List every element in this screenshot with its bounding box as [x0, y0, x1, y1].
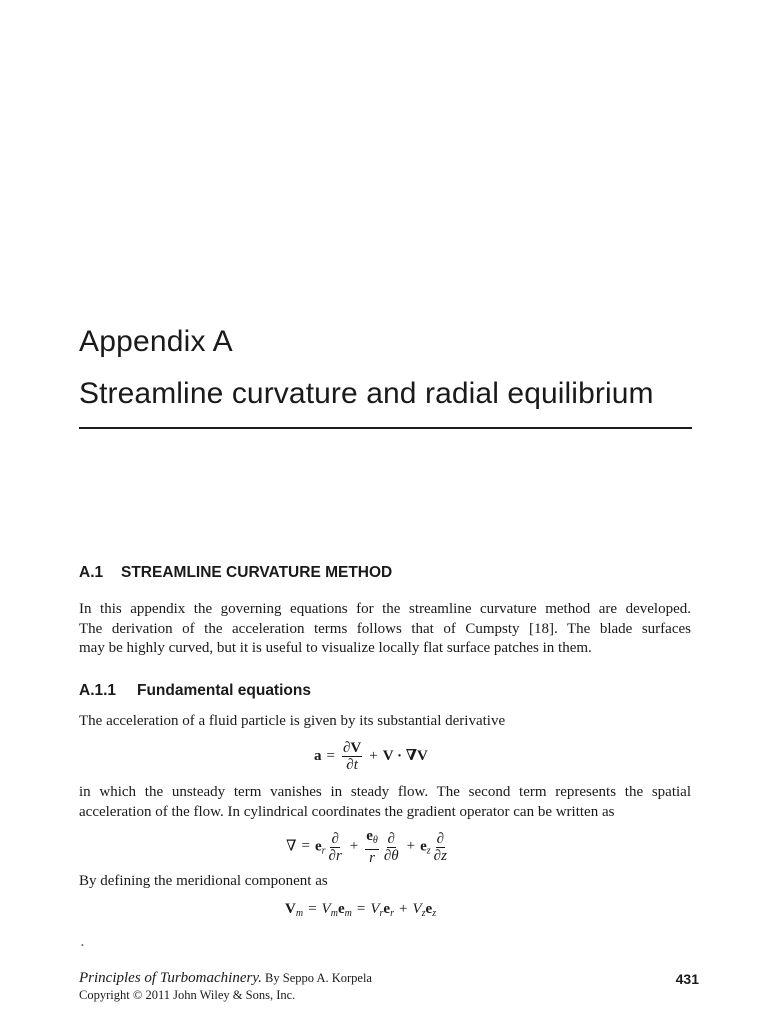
eq-fraction	[433, 831, 448, 864]
eq-operator: +	[398, 901, 408, 917]
eq-vector: V	[285, 901, 296, 917]
eq-numerator	[365, 828, 379, 850]
eq-fraction	[328, 831, 343, 864]
paragraph-line: By defining the meridional component as	[79, 873, 328, 889]
eq-subscript: z	[421, 908, 426, 919]
section-title: STREAMLINE CURVATURE METHOD	[121, 564, 393, 581]
paragraph-line: may be highly curved, but it is useful to visualize locally flat surface patches in them.	[79, 640, 592, 656]
eq-numerator: ∂	[331, 830, 339, 847]
paragraph-line: acceleration of the flow. In cylindrical coordinates the gradient operator can be written as	[79, 803, 615, 820]
eq-subscript: z	[426, 845, 431, 857]
eq-unit-vector: e	[314, 838, 322, 855]
eq-denominator: ∂r	[328, 847, 342, 864]
chapter-title: Streamline curvature and radial equilibrium	[79, 377, 654, 410]
subsection-title: Fundamental equations	[137, 682, 311, 699]
eq-subscript: r	[321, 845, 326, 857]
eq-unit-vector: e	[425, 901, 433, 917]
eq-denominator: ∂z	[433, 847, 447, 864]
eq-operator: =	[356, 901, 366, 917]
eq-symbol: a	[314, 747, 322, 764]
eq-unit-vector: e	[420, 838, 427, 855]
eq-subscript: m	[344, 908, 352, 919]
eq-numerator: ∂	[387, 830, 395, 847]
meridional-paragraph	[79, 872, 691, 892]
stray-mark: •	[81, 941, 84, 950]
acceleration-paragraph	[79, 712, 691, 732]
footer-copyright: Copyright © 2011 John Wiley & Sons, Inc.	[79, 988, 296, 1002]
eq-operator: =	[326, 747, 335, 764]
paragraph-line: in which the unsteady term vanishes in steady flow. The second term represents the spatial	[79, 784, 691, 800]
eq-denominator: r	[369, 850, 375, 866]
eq-subscript: r	[379, 908, 384, 919]
subsection-number: A.1.1	[79, 682, 117, 699]
eq-numerator: ∂	[436, 830, 444, 847]
appendix-label: Appendix A	[79, 325, 233, 358]
eq-denominator: ∂θ	[383, 847, 399, 864]
eq-unit-vector: e	[383, 901, 391, 917]
eq-subscript: θ	[372, 835, 378, 846]
eq-scalar: V	[370, 901, 380, 917]
title-rule	[79, 427, 692, 429]
eq-term: V · ∇V	[382, 747, 428, 764]
section-number: A.1	[79, 564, 104, 581]
eq-denominator: ∂t	[346, 757, 358, 773]
eq-operator: =	[301, 838, 310, 855]
paragraph-line: The derivation of the acceleration terms follows that of Cumpsty [18]. The blade surfaces	[79, 620, 691, 637]
acceleration-equation	[314, 740, 428, 773]
eq-subscript: r	[390, 908, 394, 919]
subsection-heading	[79, 681, 311, 701]
gradient-equation	[286, 828, 450, 866]
intro-paragraph	[79, 600, 691, 659]
eq-scalar: V	[412, 901, 422, 917]
eq-symbol: ∇	[286, 838, 297, 855]
eq-operator: +	[369, 747, 378, 764]
eq-operator: =	[308, 901, 317, 917]
section-heading	[79, 563, 392, 583]
eq-operator: +	[406, 838, 416, 855]
eq-scalar: V	[321, 901, 331, 917]
eq-numerator: ∂V	[342, 740, 362, 756]
eq-unit-vector: e	[366, 828, 373, 844]
footer-author: By Seppo A. Korpela	[261, 971, 372, 985]
paragraph-line: The acceleration of a fluid particle is given by its substantial derivative	[79, 713, 506, 729]
eq-fraction	[342, 740, 362, 773]
eq-subscript: m	[330, 908, 338, 919]
page-number: 431	[675, 971, 699, 987]
eq-subscript: z	[432, 908, 437, 919]
eq-fraction	[383, 831, 400, 864]
meridional-equation	[285, 901, 436, 919]
eq-operator: +	[349, 838, 359, 855]
eq-fraction	[365, 828, 379, 866]
footer-book-title: Principles of Turbomachinery.	[79, 970, 262, 986]
paragraph-line: In this appendix the governing equations for the streamline curvature method are developed.	[79, 601, 691, 617]
footer-book-credit	[79, 970, 372, 987]
eq-subscript: m	[295, 908, 304, 919]
unsteady-paragraph	[79, 783, 691, 822]
eq-unit-vector: e	[337, 901, 345, 917]
